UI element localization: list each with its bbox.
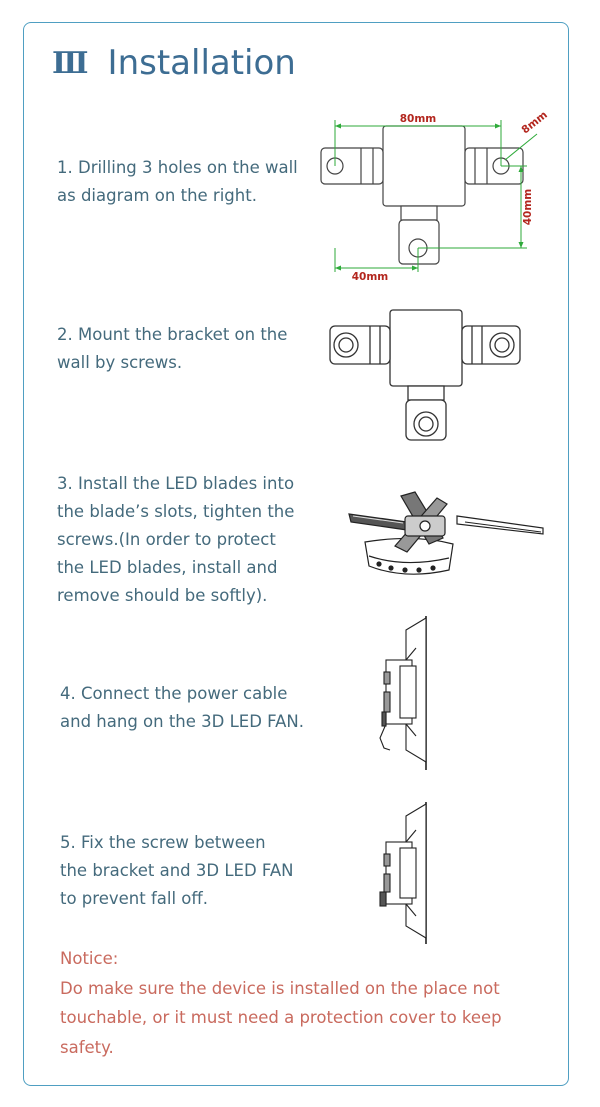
step-3-line-3: screws.(In order to protect [57, 530, 276, 549]
notice-block [60, 944, 502, 1062]
dimension-height-label: 40mm [522, 188, 534, 226]
step-5-line-1: 5. Fix the screw between [60, 833, 266, 852]
step-3-line-5: remove should be softly). [57, 586, 268, 605]
bracket-diagram [322, 306, 527, 446]
step-2-line-2: wall by screws. [57, 353, 183, 372]
drilling-diagram [315, 108, 560, 288]
dimension-offset-label: 8mm [519, 108, 550, 137]
step-4-line-2: and hang on the 3D LED FAN. [60, 712, 305, 731]
hang-fan-diagram [372, 612, 437, 772]
step-1-text [57, 154, 298, 210]
section-title: Installation [107, 43, 296, 83]
notice-heading: Notice: [60, 949, 119, 968]
step-5-line-2: the bracket and 3D LED FAN [60, 861, 294, 880]
step-3-line-2: the blade’s slots, tighten the [57, 502, 295, 521]
step-4-text [60, 680, 304, 736]
page-title [52, 38, 296, 88]
fix-screw-diagram [372, 798, 437, 948]
step-3-text [57, 470, 294, 610]
section-numeral: Ⅲ [52, 45, 86, 81]
dimension-width-label: 80mm [399, 113, 437, 125]
step-5-line-3: to prevent fall off. [60, 889, 208, 908]
notice-line-2: touchable, or it must need a protection cover to keep [60, 1008, 502, 1027]
step-5-text [60, 829, 294, 913]
step-4-line-1: 4. Connect the power cable [60, 684, 288, 703]
notice-line-3: safety. [60, 1037, 114, 1057]
step-3-line-1: 3. Install the LED blades into [57, 474, 295, 493]
step-3-line-4: the LED blades, install and [57, 558, 278, 577]
step-2-text [57, 321, 287, 377]
step-1-line-1: 1. Drilling 3 holes on the wall [57, 158, 298, 177]
dimension-bottom-label: 40mm [351, 271, 389, 283]
notice-line-1: Do make sure the device is installed on the place not [60, 978, 500, 998]
step-2-line-1: 2. Mount the bracket on the [57, 325, 288, 344]
step-1-line-2: as diagram on the right. [57, 186, 257, 205]
led-blades-diagram [345, 486, 550, 582]
